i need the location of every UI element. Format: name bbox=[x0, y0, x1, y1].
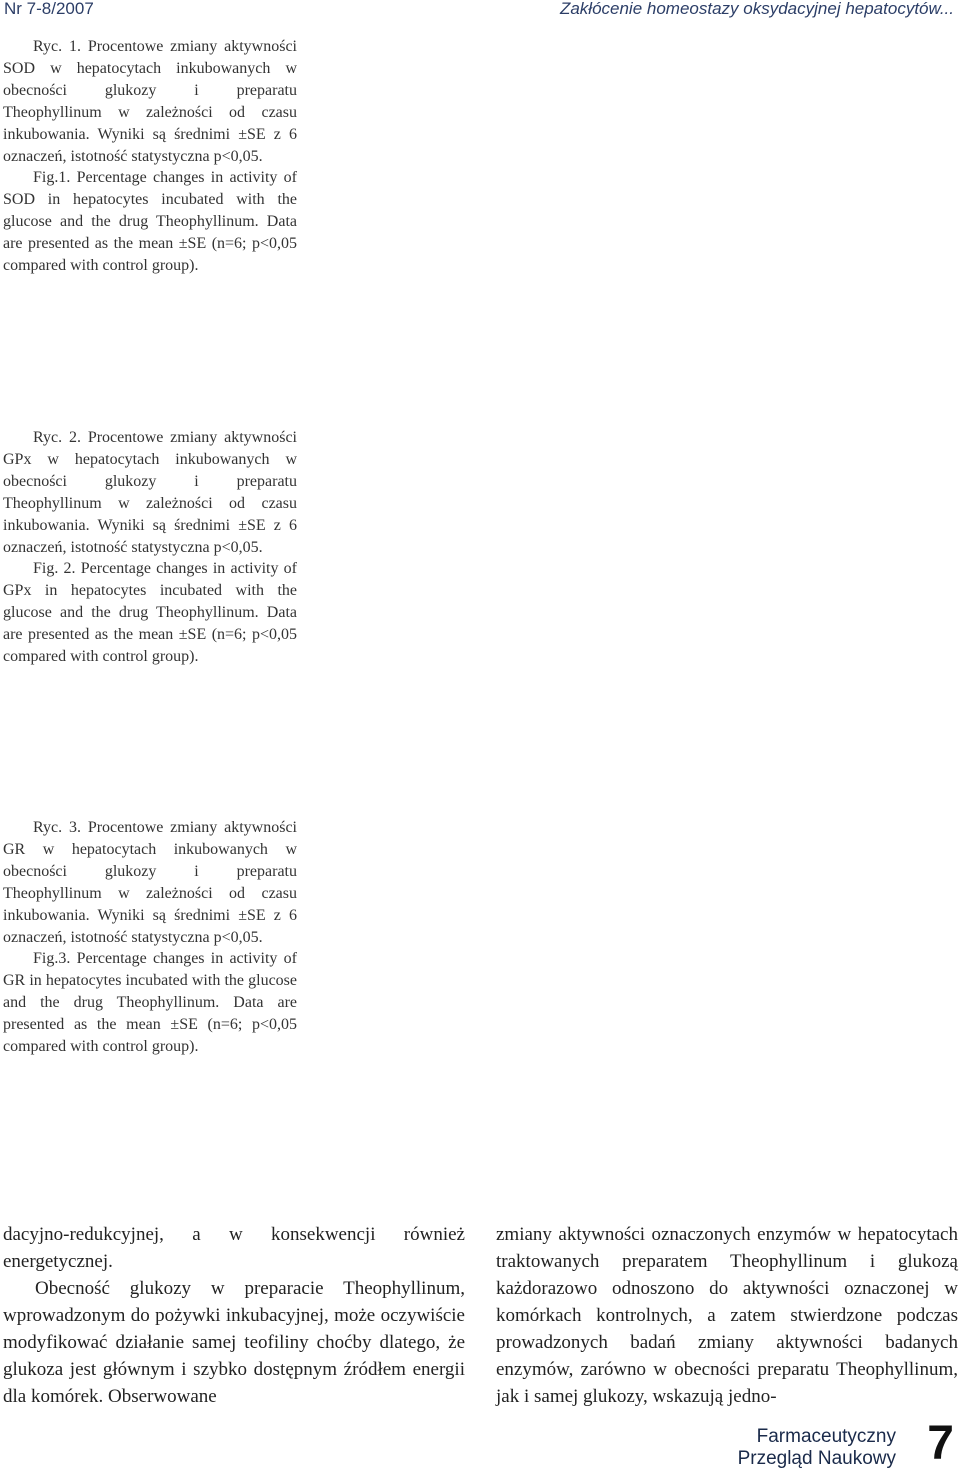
figure-2-caption-en: Fig. 2. Percentage changes in activity of GPx in hepatocytes incubated with the glucose and the drug Theophyllinum. Data are presented as the mean ±SE (n=6; p<0,05 compared with control group). bbox=[3, 560, 297, 666]
body-paragraph: zmiany aktywności oznaczonych enzymów w hepatocytach traktowanych preparatem Theophyllinum i glukozą każdorazowo odnoszono do aktywności oznaczonej w komórkach kontrolnych, a zatem stwierdzone podczas prowadzonych badań zmiany aktywności badanych enzymów, zarówno w obecności preparatu Theophyllinum, jak i samej glukozy, wskazują jedno- bbox=[496, 1224, 958, 1407]
journal-name bbox=[738, 1426, 896, 1470]
body-paragraph: dacyjno-redukcyjnej, a w konsekwencji również energetycznej. bbox=[3, 1224, 465, 1272]
figure-3-caption bbox=[3, 817, 297, 1058]
page-number: 7 bbox=[927, 1417, 954, 1470]
figure-1-caption-en: Fig.1. Percentage changes in activity of SOD in hepatocytes incubated with the glucose and the drug Theophyllinum. Data are presented as the mean ±SE (n=6; p<0,05 compared with control group). bbox=[3, 169, 297, 275]
figure-2-caption bbox=[3, 427, 297, 668]
figure-3-caption-en: Fig.3. Percentage changes in activity of GR in hepatocytes incubated with the glucose and the drug Theophyllinum. Data are presented as the mean ±SE (n=6; p<0,05 compared with control group). bbox=[3, 950, 297, 1056]
figure-3-caption-pl: Ryc. 3. Procentowe zmiany aktywności GR w hepatocytach inkubowanych w obecności glukozy i preparatu Theophyllinum w zależności od czasu inkubowania. Wyniki są średnimi ±SE z 6 oznaczeń, istotność statystyczna p<0,05. bbox=[3, 819, 297, 946]
body-paragraph: Obecność glukozy w preparacie Theophyllinum, wprowadzonym do pożywki inkubacyjnej, może oczywiście modyfikować działanie samej teofiliny choćby dlatego, że glukoza jest głównym i szybko dostępnym źródłem energii dla komórek. Obserwowane bbox=[3, 1278, 465, 1407]
issue-number: Nr 7-8/2007 bbox=[4, 0, 94, 18]
journal-name-line-1: Farmaceutyczny bbox=[756, 1426, 896, 1447]
body-column-left bbox=[3, 1221, 465, 1410]
figure-2-caption-pl: Ryc. 2. Procentowe zmiany aktywności GPx w hepatocytach inkubowanych w obecności glukozy i preparatu Theophyllinum w zależności od czasu inkubowania. Wyniki są średnimi ±SE z 6 oznaczeń, istotność statystyczna p<0,05. bbox=[3, 429, 297, 556]
journal-name-line-2: Przegląd Naukowy bbox=[737, 1448, 896, 1469]
figure-1-caption bbox=[3, 36, 297, 277]
figure-1-caption-pl: Ryc. 1. Procentowe zmiany aktywności SOD w hepatocytach inkubowanych w obecności glukozy i preparatu Theophyllinum w zależności od czasu inkubowania. Wyniki są średnimi ±SE z 6 oznaczeń, istotność statystyczna p<0,05. bbox=[3, 38, 297, 165]
running-title: Zakłócenie homeostazy oksydacyjnej hepatocytów... bbox=[559, 0, 954, 18]
body-column-right bbox=[496, 1221, 958, 1410]
